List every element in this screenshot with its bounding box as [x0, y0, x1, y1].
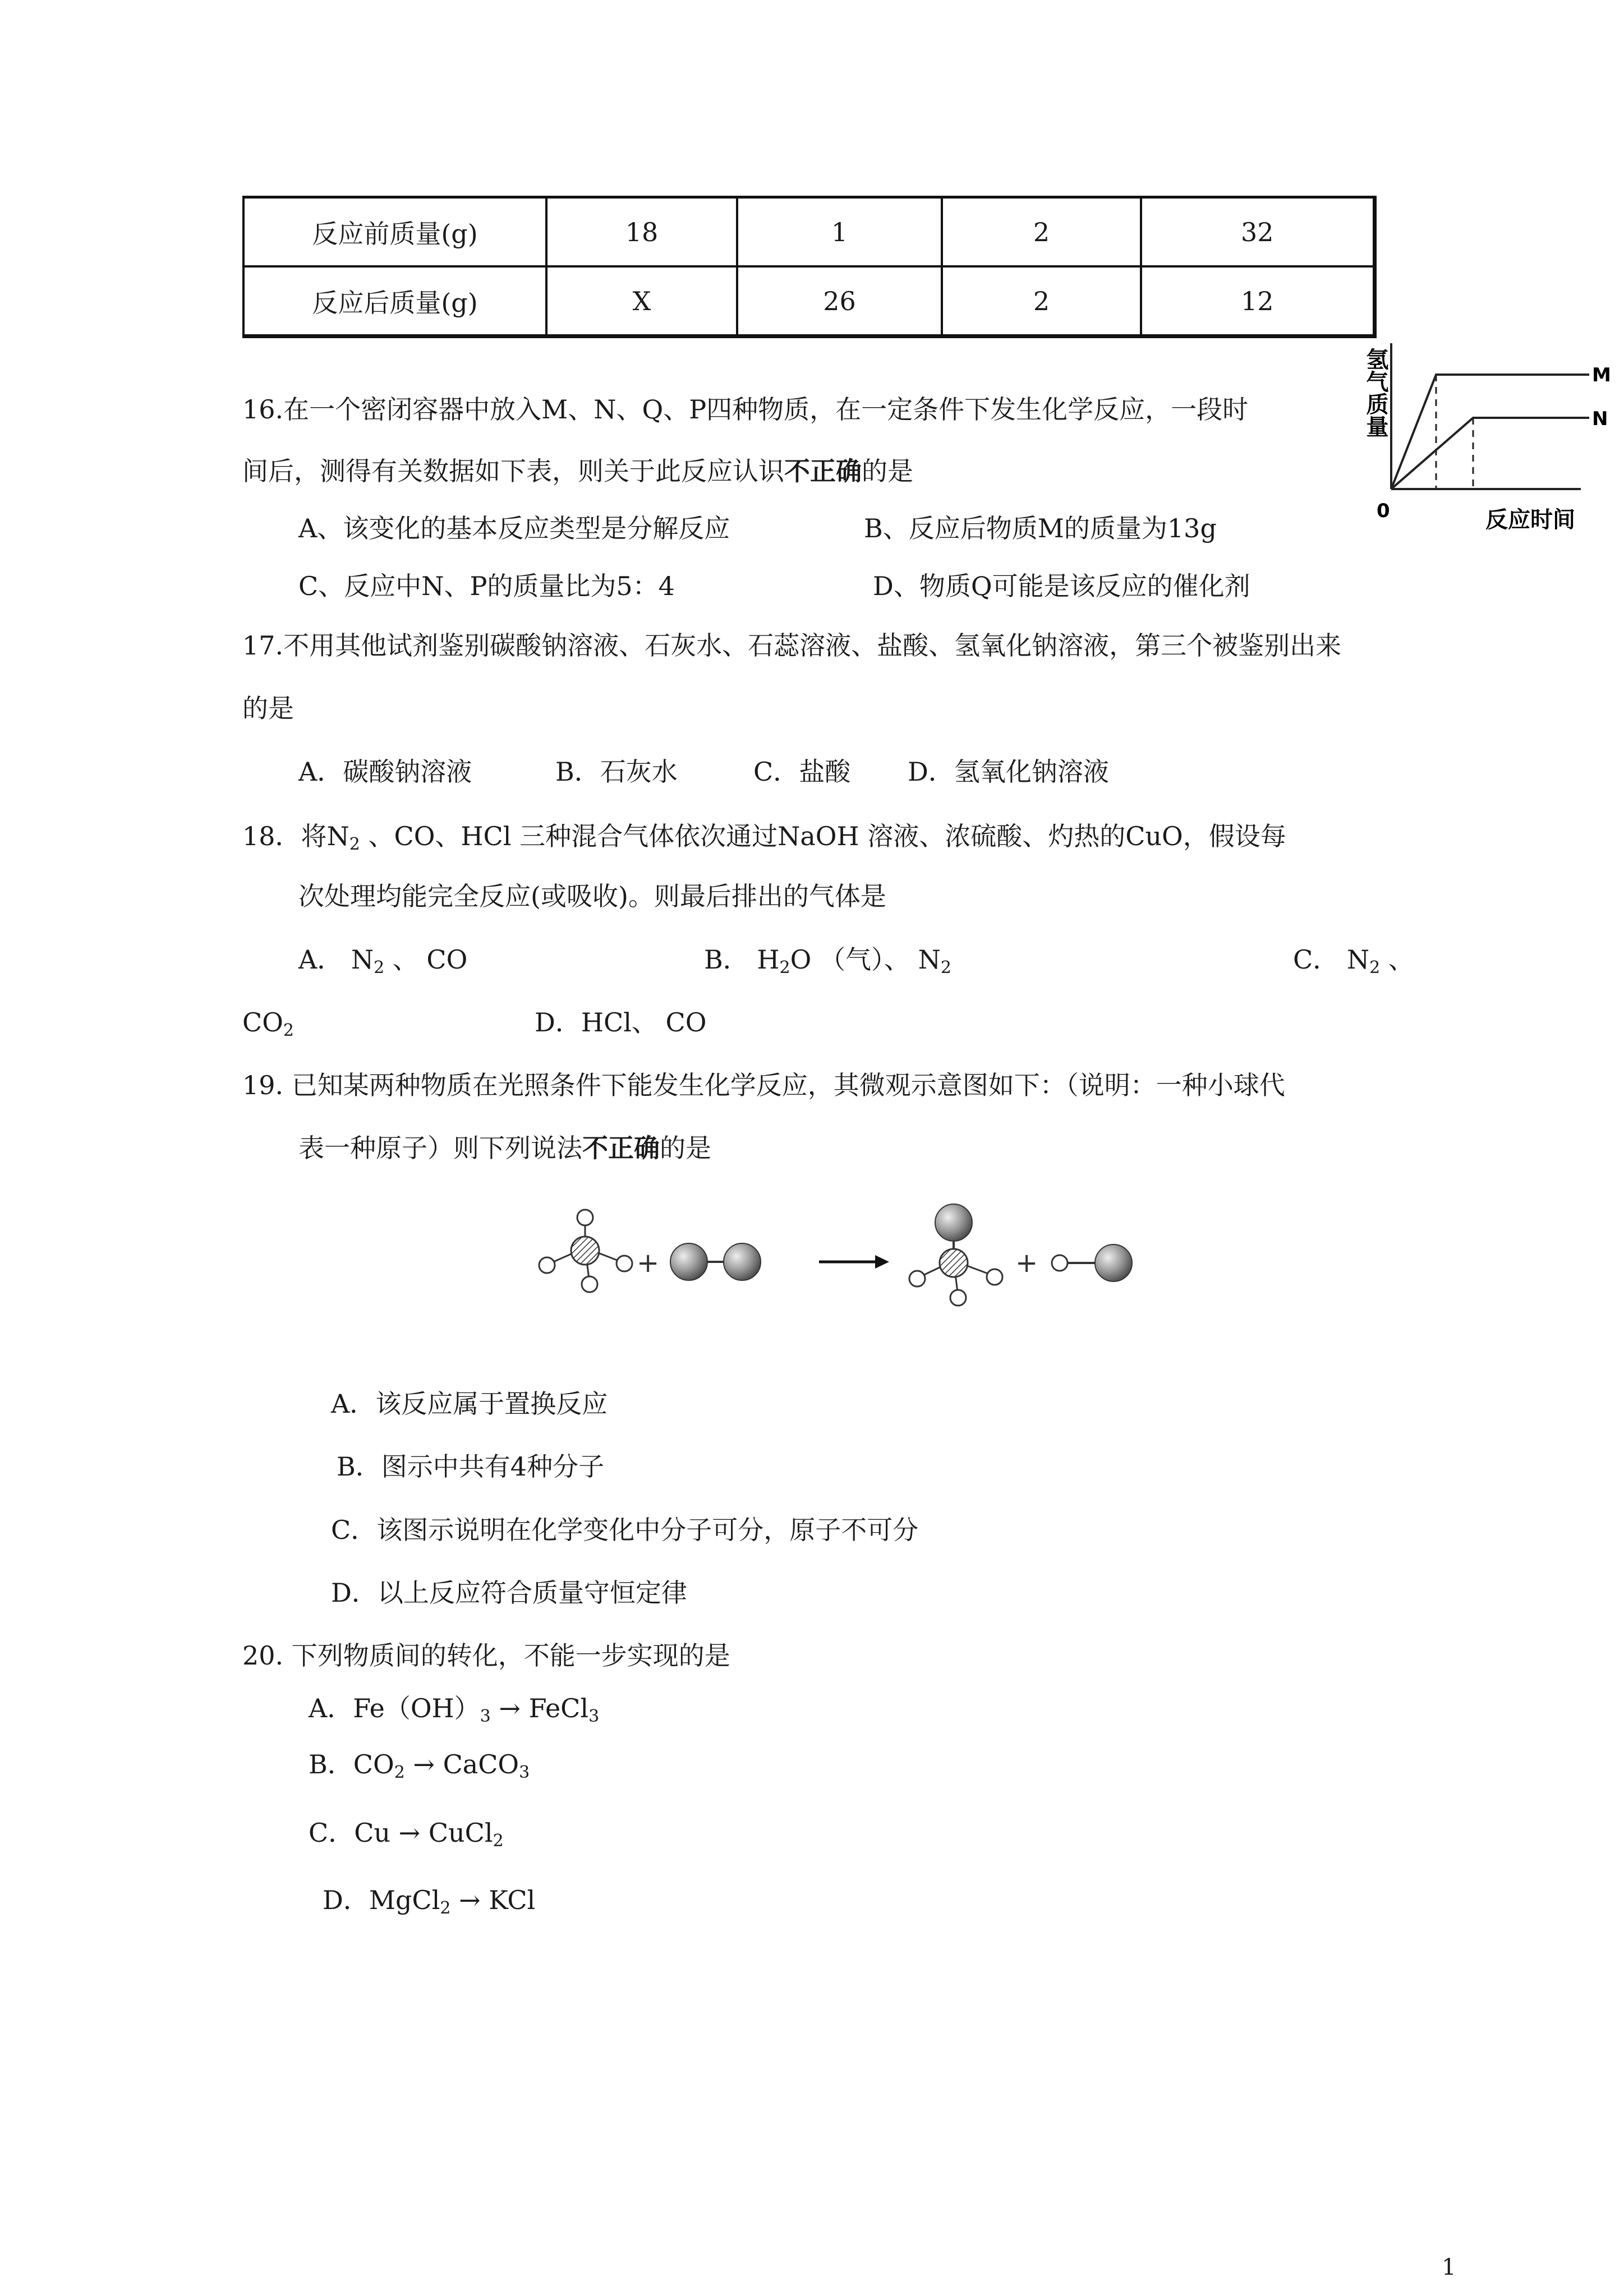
arrow: → — [490, 1693, 529, 1723]
subscript: 2 — [1369, 958, 1381, 978]
table-cell: 2 — [942, 266, 1141, 336]
q18-opt-b-mid: O （气）、 N — [790, 944, 941, 975]
q18-option-c — [1293, 944, 1414, 978]
q19-line2-text: 表一种原子）则下列说法 — [298, 1133, 582, 1163]
product-molecule-1 — [909, 1204, 1002, 1306]
q18-line1-b: 、CO、HCl 三种混合气体依次通过NaOH 溶液、浓硫酸、灼热的CuO，假设每 — [360, 821, 1286, 851]
graph-y-label: 氢气质量 — [1363, 348, 1388, 437]
q20-opt-a-text: A．Fe（OH） — [309, 1693, 480, 1723]
q20-option-a — [309, 1693, 599, 1724]
reaction-arrow — [819, 1255, 889, 1269]
series-m-label: M — [1592, 364, 1611, 386]
product-molecule-2 — [1052, 1244, 1132, 1281]
q16-line1: 16.在一个密闭容器中放入M、N、Q、P四种物质，在一定条件下发生化学反应，一段时 — [242, 394, 1249, 425]
q16-emphasis: 不正确 — [784, 456, 862, 486]
subscript: 3 — [519, 1763, 530, 1782]
subscript: 3 — [480, 1707, 491, 1726]
row-label: 反应后质量(g) — [243, 266, 546, 336]
table-cell: 32 — [1141, 197, 1374, 267]
q18-line1-a: 18．将N — [242, 821, 349, 851]
q19-option-c: C．该图示说明在化学变化中分子可分，原子不可分 — [331, 1515, 919, 1545]
table-cell: 1 — [737, 197, 942, 267]
subscript: 2 — [940, 958, 951, 978]
q18-option-b — [704, 944, 951, 978]
graph-x-label: 反应时间 — [1485, 507, 1575, 533]
arrow: → — [404, 1749, 443, 1779]
q17-option-b: B．石灰水 — [555, 757, 678, 787]
q19-line1: 19. 已知某两种物质在光照条件下能发生化学反应，其微观示意图如下：（说明：一种小球代 — [242, 1070, 1285, 1100]
q20-opt-d-product: KCl — [489, 1885, 536, 1915]
reactant-molecule-1 — [539, 1210, 632, 1292]
q16-option-b: B、反应后物质M的质量为13g — [864, 513, 1217, 543]
series-n-label: N — [1592, 408, 1608, 430]
subscript: 2 — [493, 1831, 504, 1851]
q18-line1 — [242, 820, 1286, 852]
q17-option-d: D．氢氧化钠溶液 — [908, 757, 1109, 787]
plus-sign-2: + — [1015, 1247, 1038, 1279]
graph-origin: 0 — [1377, 500, 1390, 522]
q19-option-a: A．该反应属于置换反应 — [331, 1389, 608, 1419]
q16-option-a: A、该变化的基本反应类型是分解反应 — [298, 513, 730, 543]
table-cell: X — [546, 266, 737, 336]
row-label: 反应前质量(g) — [243, 197, 546, 267]
table-row — [243, 266, 1374, 336]
table-cell: 18 — [546, 197, 737, 267]
q16-option-d: D、物质Q可能是该反应的催化剂 — [873, 571, 1250, 601]
q18-line2: 次处理均能完全反应(或吸收)。则最后排出的气体是 — [298, 881, 886, 911]
q18-option-d: D．HCl、 CO — [535, 1007, 707, 1038]
reactant-molecule-2 — [670, 1243, 761, 1280]
q18-opt-c-end: 、 — [1380, 944, 1414, 975]
q20-opt-c-product: CuCl — [428, 1818, 493, 1848]
q20-opt-c-text: C．Cu — [309, 1818, 391, 1848]
q18-opt-a-text: A． N — [298, 944, 374, 975]
q19-emphasis: 不正确 — [582, 1133, 660, 1163]
table-row — [243, 197, 1374, 267]
q19-option-b: B．图示中共有4种分子 — [337, 1451, 605, 1482]
q20-option-b — [309, 1749, 530, 1780]
q20-line1: 20. 下列物质间的转化，不能一步实现的是 — [242, 1640, 730, 1671]
q17-option-a: A．碳酸钠溶液 — [298, 757, 472, 787]
q16-line2-end: 的是 — [862, 456, 913, 486]
subscript: 2 — [440, 1898, 451, 1918]
q20-opt-b-product: CaCO — [443, 1749, 519, 1779]
subscript: 2 — [779, 958, 790, 978]
q18-opt-c-cont-text: CO — [242, 1007, 283, 1038]
table-cell: 26 — [737, 266, 942, 336]
subscript: 2 — [349, 835, 360, 854]
q17-line2: 的是 — [242, 693, 294, 723]
table-cell: 2 — [942, 197, 1141, 267]
subscript: 2 — [394, 1763, 405, 1782]
arrow: → — [390, 1818, 429, 1848]
q20-opt-d-text: D．MgCl — [323, 1885, 440, 1915]
page-number: 1 — [1442, 2254, 1456, 2280]
molecular-reaction-diagram — [536, 1200, 1153, 1329]
q19-line2-end: 的是 — [660, 1133, 711, 1163]
q19-line2 — [298, 1132, 711, 1164]
q16-option-c: C、反应中N、P的质量比为5：4 — [298, 571, 675, 601]
q20-option-d — [323, 1884, 535, 1916]
series-m-line — [1391, 375, 1589, 489]
subscript: 2 — [374, 958, 385, 978]
q17-line1: 17.不用其他试剂鉴别碳酸钠溶液、石灰水、石蕊溶液、盐酸、氢氧化钠溶液，第三个被鉴别出来 — [242, 630, 1342, 661]
arrow: → — [450, 1885, 489, 1915]
q16-line2 — [242, 455, 913, 487]
q17-option-c: C．盐酸 — [753, 757, 851, 787]
q20-opt-b-text: B．CO — [309, 1749, 394, 1779]
plus-sign-1: + — [637, 1247, 660, 1279]
q18-opt-c-text: C． N — [1293, 944, 1370, 975]
q18-option-c-cont — [242, 1007, 294, 1038]
q18-opt-a-end: 、 CO — [384, 944, 468, 975]
mass-table — [242, 196, 1377, 338]
q18-option-a — [298, 944, 468, 978]
subscript: 3 — [588, 1707, 600, 1726]
subscript: 2 — [283, 1021, 295, 1040]
q19-option-d: D．以上反应符合质量守恒定律 — [331, 1578, 687, 1608]
table-cell: 12 — [1141, 266, 1374, 336]
q18-opt-b-text: B． H — [704, 944, 780, 975]
q20-opt-a-product: FeCl — [528, 1693, 589, 1723]
q16-line2-text: 间后，测得有关数据如下表，则关于此反应认识 — [242, 456, 784, 486]
series-n-line — [1391, 418, 1589, 489]
hydrogen-mass-graph — [1356, 336, 1612, 550]
q20-option-c — [309, 1817, 504, 1851]
